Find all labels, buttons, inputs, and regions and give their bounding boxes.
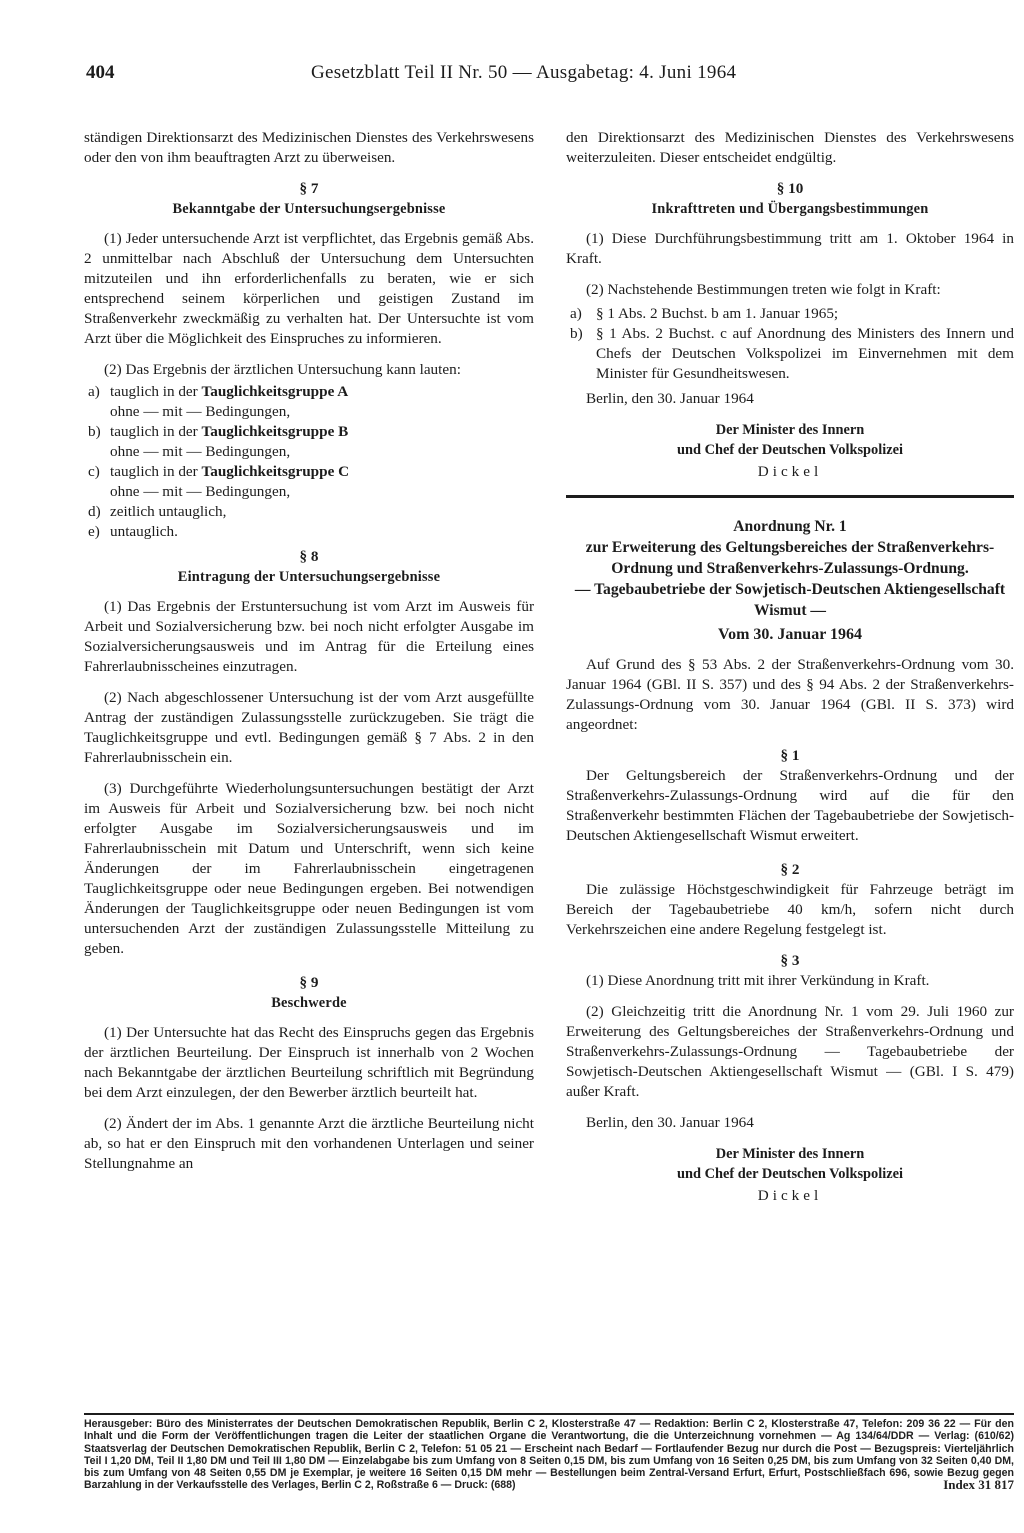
section-9-paragraph-2: (2) Ändert der im Abs. 1 genannte Arzt die ärztliche Beurteilung nicht ab, so hat er den Einspruch mit den vorhandenen Unterlagen und seiner Stellungnahme an	[84, 1115, 534, 1172]
order-subtitle: zur Erweiterung des Geltungsbereiches der Straßenverkehrs-Ordnung und Straßenverkehrs-Zulassungs-Ordnung.	[585, 539, 995, 577]
section-8-number: § 8	[299, 548, 319, 565]
list-item	[84, 382, 534, 422]
signature-authority: und Chef der Deutschen Volkspolizei	[676, 442, 904, 458]
order-subtitle: — Tagebaubetriebe der Sowjetisch-Deutschen Aktiengesellschaft Wismut —	[574, 581, 1006, 619]
signer-name: Dickel	[757, 1187, 823, 1204]
paragraph-continuation: den Direktionsarzt des Medizinischen Dienstes des Verkehrswesens weiterzuleiten. Dieser entscheidet endgültig.	[566, 129, 1014, 166]
order-section-1-number: § 1	[780, 747, 800, 764]
section-7-number: § 7	[299, 180, 319, 197]
page-header	[86, 62, 1016, 92]
list-label: a)	[570, 305, 582, 322]
list-text: tauglich in der	[110, 383, 202, 400]
list-text: tauglich in der	[110, 423, 202, 440]
list-item	[84, 422, 534, 462]
section-10-number: § 10	[776, 180, 804, 197]
order-section-3-paragraph-2: (2) Gleichzeitig tritt die Anordnung Nr. 1 vom 29. Juli 1960 zur Erweiterung des Geltungsbereiches der Straßenverkehrs-Ordnung und Straßenverkehrs-Zulassungs-Ordnung — Tagebaubetriebe der Sowjetisch-Deutschen Aktiengesellschaft Wismut — (GBl. I S. 479) außer Kraft.	[566, 1003, 1014, 1100]
page-number: 404	[86, 62, 115, 83]
section-8-paragraph-2: (2) Nach abgeschlossener Untersuchung ist der vom Arzt ausgefüllte Antrag der zuständigen Zulassungsstelle zurückzugeben. Sie trägt die Tauglichkeitsgruppe und evtl. Bedingungen gemäß § 7 Abs. 2 in den Fahrerlaubnisschein ein.	[84, 689, 534, 766]
list-label: a)	[88, 383, 100, 400]
section-7-paragraph-1: (1) Jeder untersuchende Arzt ist verpflichtet, das Ergebnis gemäß Abs. 2 unmittelbar nach Abschluß der Untersuchung dem Untersuchten mitzuteilen und ihn erforderlichenfalls zu beraten, wie er sich entsprechend seinem körperlichen und geistigen Zustand im Straßenverkehr zweckmäßig zu verhalten hat. Der Untersuchte ist vom Arzt über die Möglichkeit des Einspruches zu informieren.	[84, 230, 534, 347]
signer-name: Dickel	[757, 463, 823, 480]
index-number: Index 31 817	[943, 1477, 1014, 1493]
order-section-3-number: § 3	[780, 952, 800, 969]
section-10-paragraph-1: (1) Diese Durchführungsbestimmung tritt am 1. Oktober 1964 in Kraft.	[566, 230, 1014, 267]
order-title: Anordnung Nr. 1	[733, 518, 847, 535]
order-section-2-number: § 2	[780, 861, 800, 878]
list-sub: ohne — mit — Bedingungen,	[110, 403, 291, 420]
result-list	[84, 382, 534, 542]
signature-place-date: Berlin, den 30. Januar 1964	[586, 390, 754, 407]
transition-list	[566, 304, 1014, 384]
list-label: e)	[88, 523, 100, 540]
section-9-title: Beschwerde	[271, 995, 347, 1011]
section-7-paragraph-2: (2) Das Ergebnis der ärztlichen Untersuchung kann lauten:	[104, 361, 461, 378]
order-date: Vom 30. Januar 1964	[717, 626, 863, 643]
order-section-1-paragraph: Der Geltungsbereich der Straßenverkehrs-Ordnung und der Straßenverkehrs-Zulassungs-Ordnung wird auf die für den Straßenverkehr bestimmten Flächen der Tagebaubetriebe der Sowjetisch-Deutschen Aktiengesellschaft Wismut erweitert.	[566, 767, 1014, 844]
section-9-paragraph-1: (1) Der Untersuchte hat das Recht des Einspruchs gegen das Ergebnis der ärztlichen Beurteilung. Der Einspruch ist innerhalb von 2 Wochen nach Bekanntgabe der ärztlichen Beurteilung schriftlich mit Begründung bei dem Arzt einzulegen, der den Bewerber ärztlich beurteilt hat.	[84, 1024, 534, 1101]
order-section-3-paragraph-1: (1) Diese Anordnung tritt mit ihrer Verkündung in Kraft.	[586, 972, 930, 989]
list-sub: ohne — mit — Bedingungen,	[110, 483, 291, 500]
imprint-divider	[84, 1413, 1014, 1415]
list-item	[84, 522, 534, 542]
paragraph-continuation: ständigen Direktionsarzt des Medizinischen Dienstes des Verkehrswesens oder den von ihm beauftragten Arzt zu überweisen.	[84, 129, 534, 166]
list-label: d)	[88, 503, 101, 520]
right-column	[566, 128, 1014, 1206]
list-text: zeitlich untauglich,	[110, 503, 227, 520]
section-10-title: Inkrafttreten und Übergangsbestimmungen	[651, 201, 929, 217]
signature-authority: Der Minister des Innern	[715, 1146, 865, 1162]
list-item	[566, 324, 1014, 384]
list-item	[566, 304, 1014, 324]
list-text: untauglich.	[110, 523, 178, 540]
list-item	[84, 462, 534, 502]
list-label: b)	[88, 423, 101, 440]
order-section-2-paragraph: Die zulässige Höchstgeschwindigkeit für Fahrzeuge beträgt im Bereich der Tagebaubetriebe 40 km/h, sofern nicht durch Verkehrszeichen eine andere Regelung festgelegt ist.	[566, 881, 1014, 938]
section-8-paragraph-3: (3) Durchgeführte Wiederholungsuntersuchungen bestätigt der Arzt im Ausweis für Arbeit und Sozialversicherung bzw. bei noch nicht erfolgter Ausgabe im Sozialversicherungsausweis und im Fahrerlaubnisschein mit Datum und Unterschrift, wenn sich keine Änderungen der im Fahrerlaubnisschein eingetragenen Tauglichkeitsgruppe oder neue Bedingungen ergeben. Bei notwendigen Änderungen der Tauglichkeitsgruppe oder neuen Bedingungen ist vom untersuchenden Arzt der zuständigen Zulassungsstelle Mitteilung zu geben.	[84, 780, 534, 957]
section-8-paragraph-1: (1) Das Ergebnis der Erstuntersuchung ist vom Arzt im Ausweis für Arbeit und Sozialversicherung bzw. bei noch nicht erfolgter Ausgabe im Sozialversicherungsausweis und im Antrag für die Erteilung eines Fahrerlaubnisscheines einzutragen.	[84, 598, 534, 675]
imprint-text: Herausgeber: Büro des Ministerrates der Deutschen Demokratischen Republik, Berlin C 2, Klosterstraße 47 — Redaktion: Berlin C 2, Klosterstraße 47, Telefon: 209 36 22 — Für den Inhalt und die Form der Veröffentlichungen tragen die Leiter der staatlichen Organe die Verantwortung, die die Unterzeichnung vornehmen — Ag 134/64/DDR — Verlag: (610/62) Staatsverlag der Deutschen Demokratischen Republik, Berlin C 2, Telefon: 51 05 21 — Erscheint nach Bedarf — Fortlaufender Bezug nur durch die Post — Bezugspreis: Vierteljährlich Teil I 1,20 DM, Teil II 1,80 DM und Teil III 1,80 DM — Einzelabgabe bis zum Umfang von 8 Seiten 0,15 DM, bis zum Umfang von 16 Seiten 0,25 DM, bis zum Umfang von 32 Seiten 0,40 DM, bis zum Umfang von 48 Seiten 0,55 DM je Exemplar, je weitere 16 Seiten 0,15 DM mehr — Bestellungen beim Zentral-Versand Erfurt, Erfurt, Postschließfach 696, sowie Bezug gegen Barzahlung in der Verkaufsstelle des Verlages, Berlin C 2, Roßstraße 6 — Druck: (688)	[84, 1418, 1014, 1492]
list-text: tauglich in der	[110, 463, 202, 480]
list-sub: ohne — mit — Bedingungen,	[110, 443, 291, 460]
section-10-paragraph-2: (2) Nachstehende Bestimmungen treten wie folgt in Kraft:	[586, 281, 941, 298]
list-text: § 1 Abs. 2 Buchst. c auf Anordnung des Ministers des Innern und Chefs der Deutschen Volkspolizei im Einvernehmen mit dem Minister für Gesundheitswesen.	[596, 325, 1014, 382]
signature-authority: und Chef der Deutschen Volkspolizei	[676, 1166, 904, 1182]
section-8-title: Eintragung der Untersuchungsergebnisse	[177, 569, 441, 585]
group-name: Tauglichkeitsgruppe B	[201, 423, 349, 440]
list-label: c)	[88, 463, 100, 480]
section-divider	[566, 495, 1014, 498]
list-item	[84, 502, 534, 522]
imprint	[84, 1418, 1014, 1492]
signature-authority: Der Minister des Innern	[715, 422, 865, 438]
order-preamble: Auf Grund des § 53 Abs. 2 der Straßenverkehrs-Ordnung vom 30. Januar 1964 (GBl. II S. 357) und des § 94 Abs. 2 der Straßenverkehrs-Zulassungs-Ordnung vom 30. Januar 1964 (GBl. II S. 373) wird angeordnet:	[566, 656, 1014, 733]
group-name: Tauglichkeitsgruppe C	[201, 463, 350, 480]
section-7-title: Bekanntgabe der Untersuchungsergebnisse	[172, 201, 446, 217]
signature-place-date: Berlin, den 30. Januar 1964	[586, 1114, 754, 1131]
group-name: Tauglichkeitsgruppe A	[201, 383, 349, 400]
signature-block	[566, 389, 1014, 482]
section-9-number: § 9	[299, 974, 319, 991]
running-title: Gesetzblatt Teil II Nr. 50 — Ausgabetag: 4. Juni 1964	[311, 62, 737, 83]
list-label: b)	[570, 325, 583, 342]
signature-block	[566, 1113, 1014, 1206]
list-text: § 1 Abs. 2 Buchst. b am 1. Januar 1965;	[596, 305, 839, 322]
left-column	[84, 128, 534, 1185]
